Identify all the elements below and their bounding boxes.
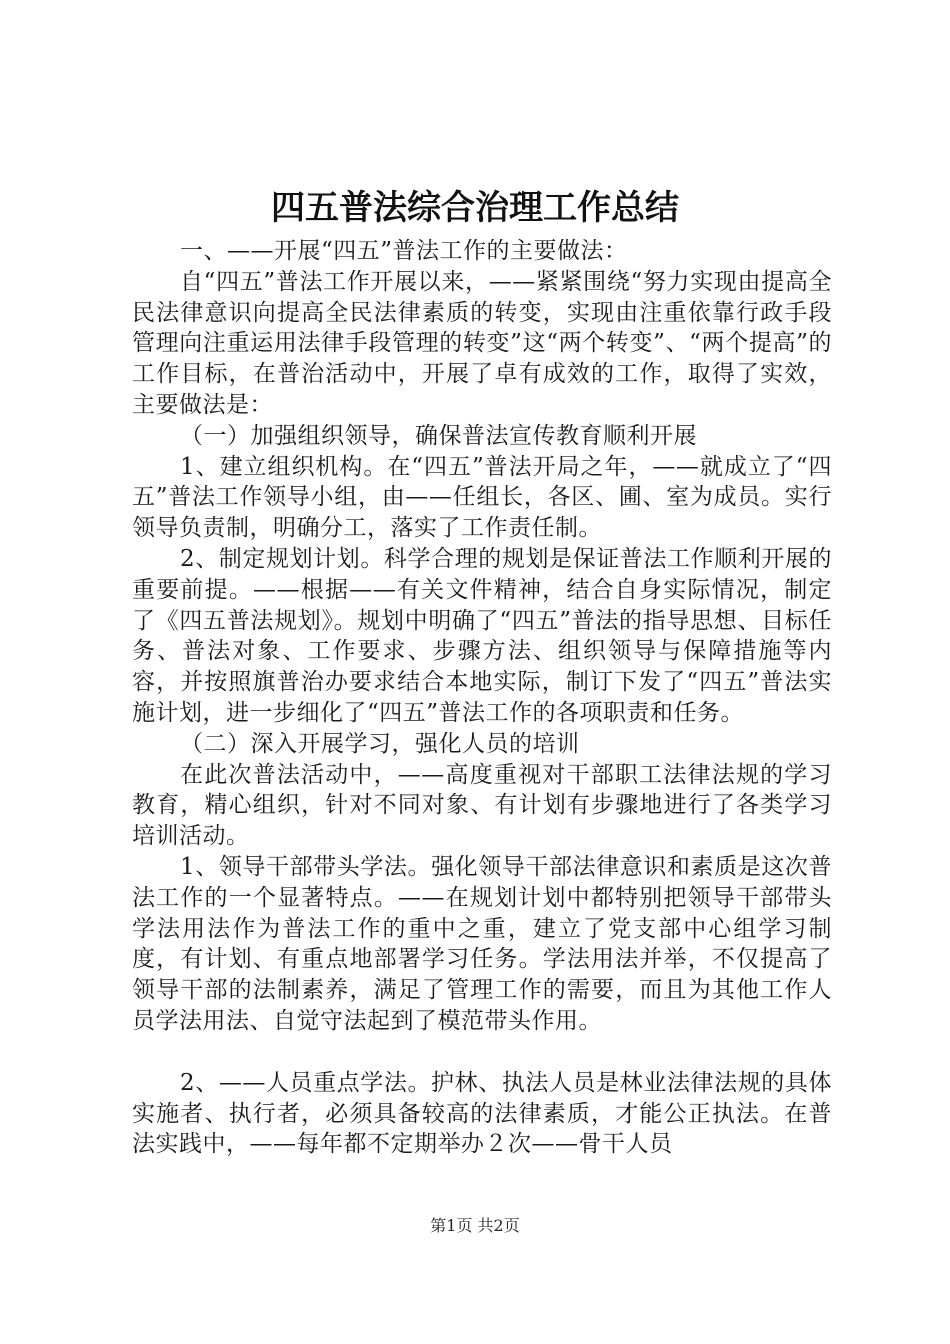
section-heading: 一、——开展“四五”普法工作的主要做法： [180,238,628,264]
paragraph: 1、建立组织机构。在“四五”普法开局之年，——就成立了“四五”普法工作领导小组，由——任组长，各区、圃、室为成员。实行领导负责制，明确分工，落实了工作责任制。 [132,453,832,542]
subsection-heading: （一）加强组织领导，确保普法宣传教育顺利开展 [180,422,697,449]
document-title: 四五普法综合治理工作总结 [271,188,679,228]
subsection-heading: （二）深入开展学习，强化人员的培训 [180,730,580,757]
paragraph: 自“四五”普法工作开展以来，——紧紧围绕“努力实现由提高全民法律意识向提高全民法律素质的转变，实现由注重依靠行政手段管理向注重运用法律手段管理的转变”这“两个转变”、“两个提高”的工作目标，在普治活动中，开展了卓有成效的工作，取得了实效，主要做法是： [132,268,832,418]
paragraph: 在此次普法活动中，——高度重视对干部职工法律法规的学习教育，精心组织，针对不同对象、有计划有步骤地进行了各类学习培训活动。 [132,761,832,850]
paragraph: 2、制定规划计划。科学合理的规划是保证普法工作顺利开展的重要前提。——根据——有关文件精神，结合自身实际情况，制定了《四五普法规划》。规划中明确了“四五”普法的指导思想、目标任务、普法对象、工作要求、步骤方法、组织领导与保障措施等内容，并按照旗普治办要求结合本地实际，制订下发了“四五”普法实施计划，进一步细化了“四五”普法工作的各项职责和任务。 [132,545,832,726]
paragraph-spacer [132,1037,832,1068]
page-footer: 第1页 共2页 [430,1216,520,1235]
paragraph: 2、——人员重点学法。护林、执法人员是林业法律法规的具体实施者、执行者，必须具备较高的法律素质，才能公正执法。在普法实践中，——每年都不定期举办２次——骨干人员 [132,1069,832,1158]
document-body [132,236,832,1160]
paragraph: 1、领导干部带头学法。强化领导干部法律意识和素质是这次普法工作的一个显著特点。——在规划计划中都特别把领导干部带头学法用法作为普法工作的重中之重，建立了党支部中心组学习制度，有计划、有重点地部署学习任务。学法用法并举，不仅提高了领导干部的法制素养，满足了管理工作的需要，而且为其他工作人员学法用法、自觉守法起到了模范带头作用。 [132,853,832,1034]
